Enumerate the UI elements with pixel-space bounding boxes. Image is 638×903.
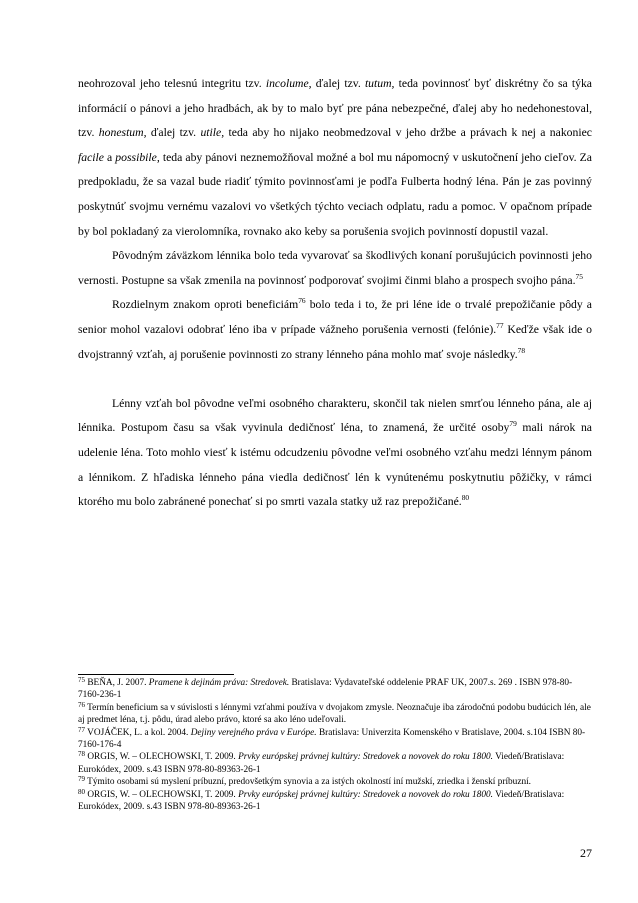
- text-run: teda aby pánovi neznemožňoval možné a bol mu nápomocný v uskutočnení jeho cieľov. Za predpokladu, že sa vazal bude riadiť týmito povinnosťami je podľa Fulberta hodný léna. Pán je zas povinný poskytnúť svojmu vernému vazalovi vo všetkých týchto veciach odplatu, radu a pomoc. V opačnom prípade by bol pokladaný za vierolomníka, rovnako ako keby sa porušenia svojich povinností dopustil vazal.: [78, 150, 592, 238]
- italic-term: utile,: [200, 126, 225, 140]
- footnote-75: [78, 677, 592, 702]
- text-run: teda povinnosť byť diskrétny čo sa týka informácií o pánovi a jeho hradbách, ak by to malo byť pre pána nebezpečné, ďalej aby ho nedehonestoval, tzv.: [78, 77, 592, 140]
- text-run: ďalej tzv.: [146, 126, 201, 140]
- footnotes: [78, 677, 592, 813]
- footnote-79: [78, 776, 592, 788]
- text-run: Bratislava: Univerzita Komenského v Bratislave, 2004. s.104 ISBN 80-7160-176-4: [78, 727, 586, 751]
- text-run: Rozdielnym znakom oproti beneficiám: [112, 298, 299, 312]
- text-run: Viedeň/Bratislava: Eurokódex, 2009. s.43 ISBN 978-80-89363-26-1: [78, 752, 565, 775]
- text-run: ORGIS, W. – OLECHOWSKI, T. 2009.: [85, 752, 239, 763]
- text-run: ORGIS, W. – OLECHOWSKI, T. 2009.: [85, 789, 239, 800]
- italic-term: Dejiny verejného práva v Európe.: [190, 727, 317, 738]
- footnote-ref: 77: [496, 320, 504, 330]
- italic-term: honestum,: [98, 126, 147, 140]
- footnote-ref: 77: [78, 725, 85, 734]
- paragraph-beneficium-difference: [78, 293, 592, 367]
- footnote-ref: 78: [517, 345, 526, 355]
- footnote-78: [78, 751, 592, 776]
- text-run: bolo teda i to, že pri léne ide o trvalé prepožičanie pôdy a senior mohol vazalovi odobrať léno iba v prípade vážneho porušenia vernosti (felónie).: [78, 298, 592, 336]
- footnote-ref: 78: [78, 750, 85, 759]
- footnote-ref: 75: [78, 676, 85, 684]
- text-run: Týmito osobami sú myslení príbuzní, predovšetkým synovia a za istých okolností iní mužskí, zriedka i ženskí príbuzní.: [85, 777, 532, 788]
- text-run: Termín beneficium sa v súvislosti s lénnymi vzťahmi používa v dvojakom zmysle. Neoznačuje iba zárodočnú podobu budúcich lén, ale aj predmet léna, t.j. pôdu, úrad alebo právo, ktoré sa ako léno udeľovali.: [78, 702, 591, 726]
- paragraph-fief-heredity: [78, 392, 592, 515]
- italic-term: incolume,: [265, 77, 312, 90]
- italic-term: facile: [78, 150, 104, 164]
- text-run: teda aby ho nijako neobmedzoval v jeho držbe a právach k nej a nakoniec: [224, 126, 592, 140]
- italic-term: Prvky európskej právnej kultúry: Stredovek a novovek do roku 1800.: [238, 789, 493, 800]
- footnote-ref: 80: [78, 787, 85, 796]
- footnote-ref: 75: [575, 271, 583, 281]
- footnote-ref: 76: [298, 296, 306, 306]
- italic-term: Prvky európskej právnej kultúry: Stredovek a novovek do roku 1800.: [238, 752, 493, 763]
- text-run: ďalej tzv.: [311, 77, 365, 90]
- body-text: [78, 72, 592, 515]
- text-run: Bratislava: Vydavateľské oddelenie PRAF UK, 2007.s. 269 . ISBN 978-80-7160-236-1: [78, 678, 573, 701]
- footnote-ref: 79: [509, 419, 517, 429]
- text-run: VOJÁČEK, L. a kol. 2004.: [85, 727, 191, 738]
- text-run: neohrozoval jeho telesnú integritu tzv.: [78, 77, 266, 90]
- italic-term: tutum,: [364, 77, 395, 90]
- paragraph-fulbert-duties: [78, 72, 592, 244]
- text-run: BEŇA, J. 2007.: [85, 678, 149, 688]
- text-run: mali nárok na udelenie léna. Toto mohlo viesť k istému odcudzeniu pôvodne veľmi osobného vzťahu medzi lénnym pánom a lénnikom. Z hľadiska lénneho pána viedla dedičnosť lén k vynútenému poskytnutiu pôžičky, v rámci ktorého mu bolo zabránené ponechať si po smrti vazala statky už raz prepožičané.: [78, 421, 592, 509]
- italic-term: possibile,: [115, 150, 160, 164]
- footnote-80: [78, 789, 592, 814]
- italic-term: Pramene k dejinám práva: Stredovek.: [148, 678, 290, 688]
- footnote-ref: 80: [461, 493, 470, 503]
- paragraph-original-obligation: [78, 244, 592, 293]
- footnote-76: [78, 702, 592, 727]
- text-run: Keďže však ide o dvojstranný vzťah, aj porušenie povinnosti zo strany lénneho pána mohlo mať svoje následky.: [78, 322, 592, 361]
- footnote-77: [78, 727, 592, 752]
- footnote-ref: 76: [78, 700, 85, 709]
- text-run: Viedeň/Bratislava: Eurokódex, 2009. s.43 ISBN 978-80-89363-26-1: [78, 789, 565, 813]
- text-run: a: [103, 150, 116, 164]
- page-number: 27: [580, 846, 592, 860]
- footnote-ref: 79: [78, 775, 85, 784]
- text-run: Pôvodným záväzkom lénnika bolo teda vyvarovať sa škodlivých konaní porušujúcich povinnosti jeho vernosti. Postupne sa však zmenila na povinnosť podporovať svojimi činmi blaho a prospech svojho pána.: [78, 249, 592, 287]
- footnote-separator: [78, 674, 234, 675]
- text-run: Lénny vzťah bol pôvodne veľmi osobného charakteru, skončil tak nielen smrťou lénneho pána, ale aj lénnika. Postupom času sa však vyvinula dedičnosť léna, to znamená, že určité osoby: [78, 396, 592, 435]
